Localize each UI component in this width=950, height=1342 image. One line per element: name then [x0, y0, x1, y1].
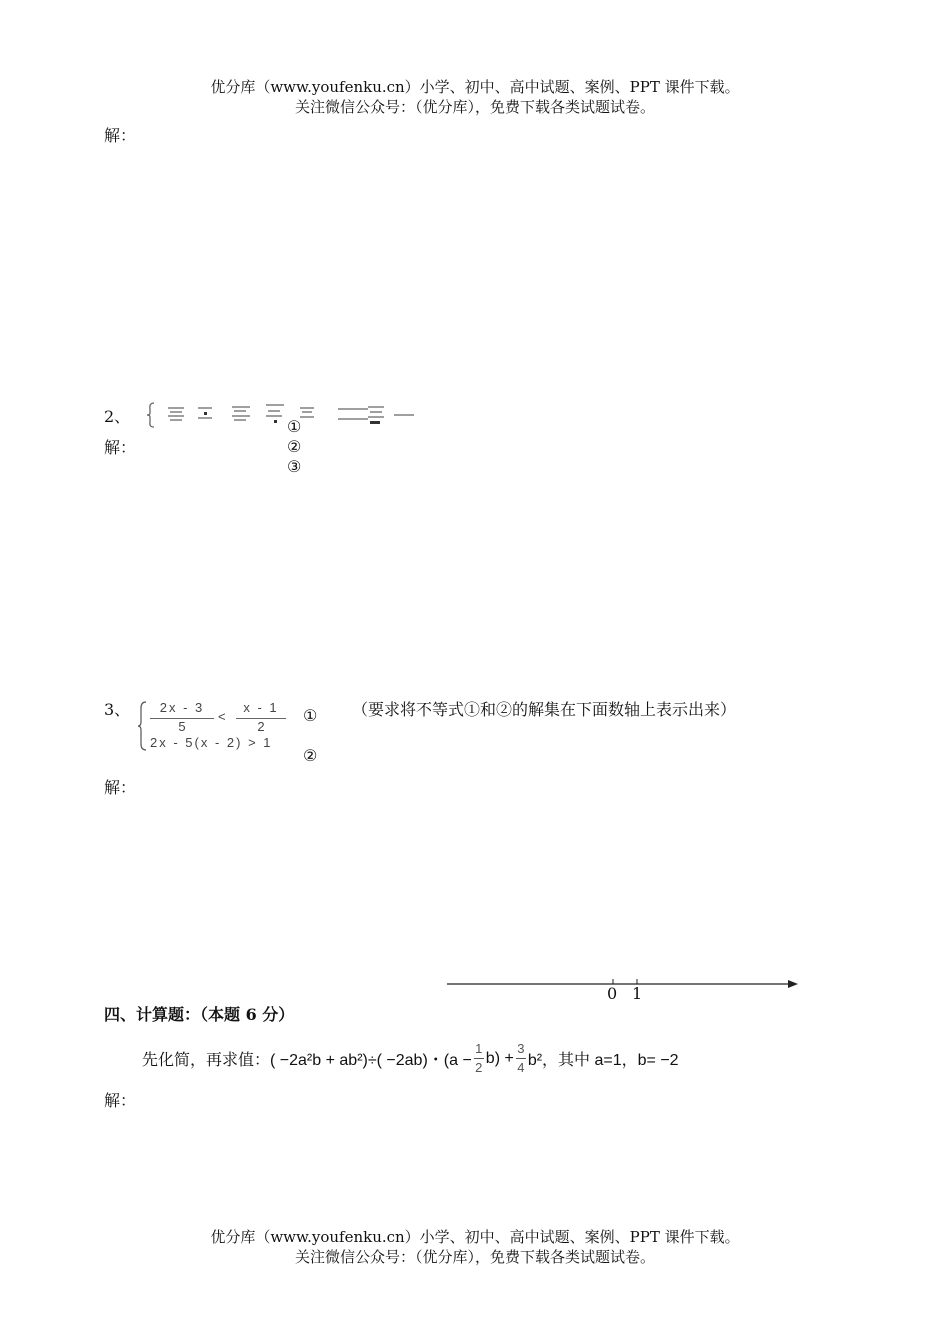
header-line-1: 优分库（www.youfenku.cn）小学、初中、高中试题、案例、PPT 课件下载。 — [210, 78, 740, 96]
number-line — [444, 976, 804, 992]
section4-expr-part2: b) + — [485, 1049, 514, 1067]
q2-number: 2、 — [104, 407, 131, 426]
section4-expr-part3: b²，其中 a=1，b= −2 — [527, 1052, 679, 1069]
q3-ineq1-operator: < — [218, 709, 226, 724]
q3-ineq1-left-numerator: 2x - 3 — [159, 700, 205, 715]
number-line-label-1: 1 — [632, 984, 643, 1003]
section4-frac-1 — [474, 1040, 484, 1077]
section4-frac-2-numerator: 3 — [517, 1041, 525, 1056]
q3-answer-label: 解： — [104, 778, 137, 797]
section4-prompt — [142, 1040, 679, 1077]
section4-frac-1-denominator: 2 — [475, 1060, 483, 1075]
q3-ineq2: 2x - 5(x - 2) > 1 — [150, 735, 273, 750]
q3-ineq1-right-denominator: 2 — [257, 719, 265, 734]
q3-marker-2: ② — [303, 746, 318, 765]
q2-marker-3: ③ — [287, 457, 302, 476]
q2-marker-1: ① — [287, 417, 302, 436]
q3-ineq1-right-numerator: x - 1 — [243, 700, 279, 715]
q1-answer-label: 解： — [104, 126, 137, 145]
section4-expr-part1: ( −2a²b + ab²)÷( −2ab)・(a − — [270, 1052, 472, 1069]
q2-marker-2: ② — [287, 437, 302, 456]
footer-line-1: 优分库（www.youfenku.cn）小学、初中、高中试题、案例、PPT 课件下载。 — [210, 1228, 740, 1246]
q3-number: 3、 — [104, 700, 131, 719]
section4-frac-1-numerator: 1 — [475, 1041, 483, 1056]
q3-requirement: （要求将不等式①和②的解集在下面数轴上表示出来） — [352, 700, 737, 719]
section4-frac-2 — [516, 1040, 526, 1077]
number-line-label-0: 0 — [607, 984, 618, 1003]
q2-equation-system-image — [146, 400, 418, 430]
q3-ineq1-left-denominator: 5 — [178, 719, 186, 734]
section4-heading: 四、计算题：（本题 6 分） — [104, 1005, 295, 1024]
q2-answer-label: 解： — [104, 438, 137, 457]
number-line-arrow — [788, 980, 798, 988]
q3-marker-1: ① — [303, 706, 318, 725]
section4-frac-2-denominator: 4 — [517, 1060, 525, 1075]
q3-brace — [136, 700, 150, 752]
section4-prompt-lead: 先化简，再求值： — [142, 1050, 271, 1069]
footer-line-2: 关注微信公众号：（优分库），免费下载各类试题试卷。 — [294, 1248, 655, 1266]
section4-answer-label: 解： — [104, 1091, 137, 1110]
header-line-2: 关注微信公众号：（优分库），免费下载各类试题试卷。 — [294, 98, 655, 116]
